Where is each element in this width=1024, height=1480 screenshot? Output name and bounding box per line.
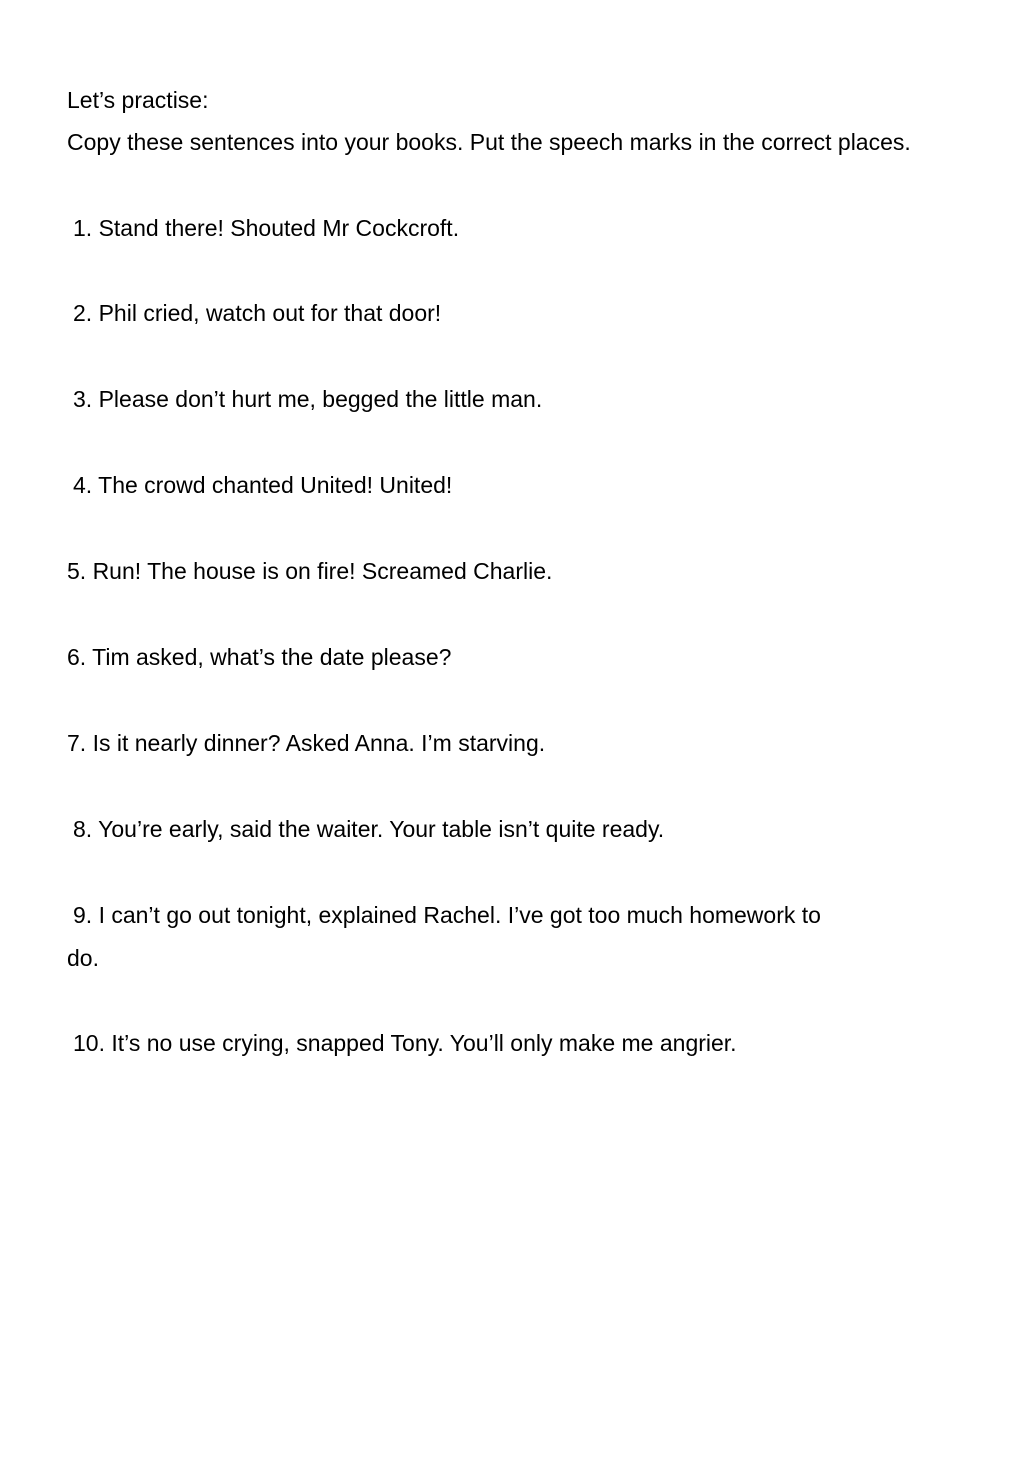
exercise-item-6: 6. Tim asked, what’s the date please?: [67, 644, 452, 670]
exercise-item-1: 1. Stand there! Shouted Mr Cockcroft.: [73, 215, 460, 241]
exercise-item-5: 5. Run! The house is on fire! Screamed Charlie.: [67, 558, 553, 584]
exercise-item-9-continuation: do.: [67, 945, 99, 971]
exercise-item-9: 9. I can’t go out tonight, explained Rachel. I’ve got too much homework to: [73, 902, 821, 928]
heading: Let’s practise:: [67, 87, 209, 113]
exercise-item-2: 2. Phil cried, watch out for that door!: [73, 300, 442, 326]
exercise-item-10: 10. It’s no use crying, snapped Tony. You’ll only make me angrier.: [73, 1030, 737, 1056]
exercise-item-3: 3. Please don’t hurt me, begged the little man.: [73, 386, 543, 412]
exercise-item-8: 8. You’re early, said the waiter. Your table isn’t quite ready.: [73, 816, 665, 842]
exercise-item-7: 7. Is it nearly dinner? Asked Anna. I’m starving.: [67, 730, 546, 756]
exercise-item-4: 4. The crowd chanted United! United!: [73, 472, 453, 498]
instruction: Copy these sentences into your books. Put the speech marks in the correct places.: [67, 129, 911, 155]
